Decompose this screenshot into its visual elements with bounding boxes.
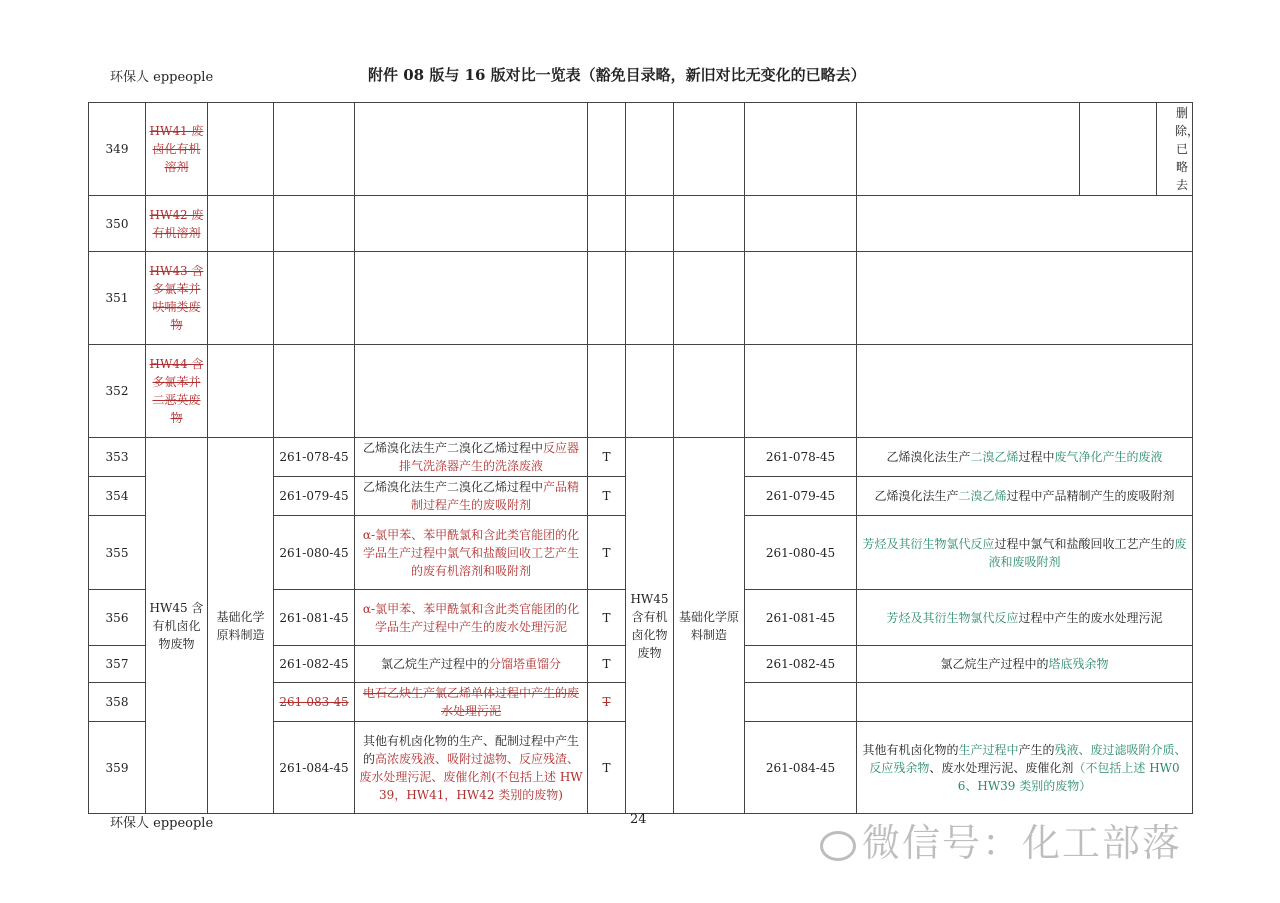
hazard-characteristic: T xyxy=(588,646,626,683)
old-description: 氯乙烷生产过程中的分馏塔重馏分 xyxy=(355,646,588,683)
row-number: 357 xyxy=(89,646,146,683)
new-description: 芳烃及其衍生物氯代反应过程中产生的废水处理污泥 xyxy=(857,590,1193,646)
old-category: HW41 废卤化有机溶剂 xyxy=(146,103,208,196)
table-row xyxy=(89,438,1193,477)
old-code: 261-080-45 xyxy=(274,516,355,590)
table-row xyxy=(89,196,1193,252)
comparison-table xyxy=(88,102,1200,814)
old-description: α-氯甲苯、苯甲酰氯和含此类官能团的化学品生产过程中氯气和盐酸回收工艺产生的废有机溶剂和吸附剂 xyxy=(355,516,588,590)
old-category: HW45 含有机卤化物废物 xyxy=(146,438,208,814)
new-industry: 基础化学原料制造 xyxy=(674,438,745,814)
hazard-characteristic: T xyxy=(588,438,626,477)
hazard-characteristic: T xyxy=(588,477,626,516)
old-code: 261-081-45 xyxy=(274,590,355,646)
row-number: 349 xyxy=(89,103,146,196)
new-code: 261-080-45 xyxy=(745,516,857,590)
row-number: 352 xyxy=(89,345,146,438)
new-description: 芳烃及其衍生物氯代反应过程中氯气和盐酸回收工艺产生的废液和废吸附剂 xyxy=(857,516,1193,590)
old-description: 电石乙炔生产氯乙烯单体过程中产生的废水处理污泥 xyxy=(355,683,588,722)
page-number: 24 xyxy=(630,812,647,827)
row-number: 356 xyxy=(89,590,146,646)
new-code: 261-079-45 xyxy=(745,477,857,516)
old-code: 261-078-45 xyxy=(274,438,355,477)
header-left: 环保人 eppeople xyxy=(110,70,214,85)
new-description: 其他有机卤化物的生产过程中产生的残液、废过滤吸附介质、反应残余物、废水处理污泥、废催化剂（不包括上述 HW06、HW39 类别的废物） xyxy=(857,722,1193,814)
new-code: 261-081-45 xyxy=(745,590,857,646)
watermark-text: 微信号：化工部落 xyxy=(862,821,1183,865)
row-number: 350 xyxy=(89,196,146,252)
wechat-icon xyxy=(820,831,856,861)
row-number: 353 xyxy=(89,438,146,477)
new-description: 乙烯溴化法生产二溴乙烯过程中产品精制产生的废吸附剂 xyxy=(857,477,1193,516)
old-description: 乙烯溴化法生产二溴化乙烯过程中反应器排气洗涤器产生的洗涤废液 xyxy=(355,438,588,477)
watermark xyxy=(820,812,1182,867)
old-category: HW42 废有机溶剂 xyxy=(146,196,208,252)
footer-left: 环保人 eppeople xyxy=(110,816,214,831)
row-number: 351 xyxy=(89,252,146,345)
new-description xyxy=(857,683,1193,722)
row-number: 359 xyxy=(89,722,146,814)
old-code: 261-083-45 xyxy=(274,683,355,722)
row-number: 358 xyxy=(89,683,146,722)
table-row xyxy=(89,252,1193,345)
hazard-characteristic: T xyxy=(588,722,626,814)
row-number: 354 xyxy=(89,477,146,516)
old-category: HW43 含多氯苯并呋喃类废物 xyxy=(146,252,208,345)
new-description: 乙烯溴化法生产二溴乙烯过程中废气净化产生的废液 xyxy=(857,438,1193,477)
old-description: α-氯甲苯、苯甲酰氯和含此类官能团的化学品生产过程中产生的废水处理污泥 xyxy=(355,590,588,646)
old-category: HW44 含多氯苯并二恶英废物 xyxy=(146,345,208,438)
new-code: 261-082-45 xyxy=(745,646,857,683)
row-number: 355 xyxy=(89,516,146,590)
table-row xyxy=(89,345,1193,438)
old-code: 261-079-45 xyxy=(274,477,355,516)
hazard-characteristic: T xyxy=(588,516,626,590)
new-description: 氯乙烷生产过程中的塔底残余物 xyxy=(857,646,1193,683)
hazard-characteristic: T xyxy=(588,683,626,722)
new-code xyxy=(745,683,857,722)
old-description: 乙烯溴化法生产二溴化乙烯过程中产品精制过程产生的废吸附剂 xyxy=(355,477,588,516)
table-row xyxy=(89,103,1193,196)
new-code: 261-084-45 xyxy=(745,722,857,814)
new-category: HW45 含有机卤化物废物 xyxy=(626,438,674,814)
old-code: 261-084-45 xyxy=(274,722,355,814)
deleted-note: 删除，已略去 xyxy=(1157,103,1193,196)
old-industry: 基础化学原料制造 xyxy=(208,438,274,814)
old-code: 261-082-45 xyxy=(274,646,355,683)
new-code: 261-078-45 xyxy=(745,438,857,477)
page-title: 附件 08 版与 16 版对比一览表（豁免目录略，新旧对比无变化的已略去） xyxy=(368,66,866,84)
old-description: 其他有机卤化物的生产、配制过程中产生的高浓废残液、吸附过滤物、反应残渣、废水处理污泥、废催化剂(不包括上述 HW39，HW41，HW42 类别的废物) xyxy=(355,722,588,814)
hazard-characteristic: T xyxy=(588,590,626,646)
